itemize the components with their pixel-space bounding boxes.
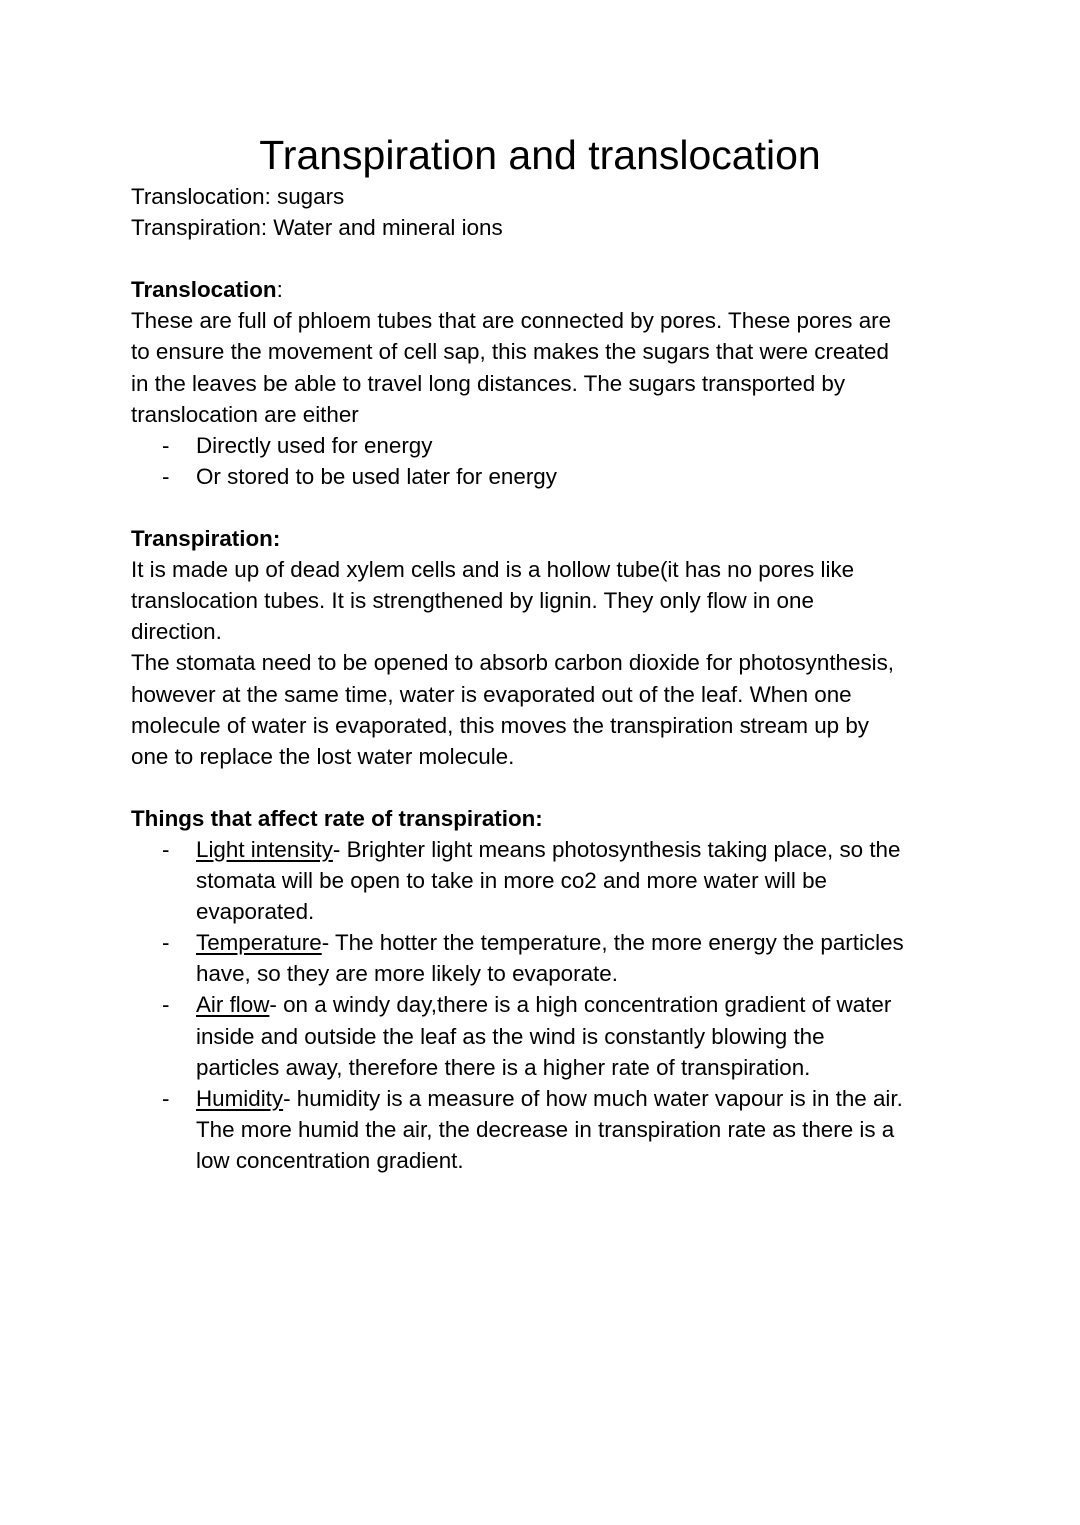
list-item: - Or stored to be used later for energy [131, 461, 961, 492]
summary-line: Transpiration: Water and mineral ions [131, 215, 503, 241]
summary-line: Translocation: sugars [131, 184, 345, 209]
spacer [131, 772, 961, 803]
factor-term: Light intensity [196, 836, 333, 862]
transpiration-heading: Transpiration: [131, 526, 281, 552]
dash-bullet-icon: - [162, 463, 170, 489]
paragraph-line: translocation are either [131, 401, 359, 427]
factor-light-intensity: - Light intensity- Brighter light means photosynthesis taking place, so the stomata will be open to take in more co2 and more water will be evaporated. [131, 834, 961, 927]
paragraph-line: translocation tubes. It is strengthened by lignin. They only flow in one [131, 588, 814, 614]
factor-term: Humidity [196, 1085, 284, 1111]
paragraph-line: to ensure the movement of cell sap, this makes the sugars that were created [131, 339, 889, 365]
page-title: Transpiration and translocation [259, 132, 821, 178]
factors-heading: Things that affect rate of transpiration: [131, 805, 543, 831]
document-body [131, 181, 961, 1176]
paragraph-line: however at the same time, water is evaporated out of the leaf. When one [131, 681, 852, 707]
dash-bullet-icon: - [162, 1085, 170, 1111]
paragraph-line: molecule of water is evaporated, this moves the transpiration stream up by [131, 712, 870, 738]
paragraph-line: direction. [131, 619, 222, 645]
dash-bullet-icon: - [162, 432, 170, 458]
paragraph-line: in the leaves be able to travel long distances. The sugars transported by [131, 370, 846, 396]
paragraph-line: one to replace the lost water molecule. [131, 743, 515, 769]
dash-bullet-icon: - [162, 836, 170, 862]
factor-temperature: - Temperature- The hotter the temperature, the more energy the particles have, so they are more likely to evaporate. [131, 927, 961, 989]
factor-term: Air flow [196, 992, 270, 1018]
dash-bullet-icon: - [162, 992, 170, 1018]
factor-air-flow: - Air flow- on a windy day,there is a high concentration gradient of water inside and outside the leaf as the wind is constantly blowing the particles away, therefore there is a higher rate of transpiration. [131, 989, 961, 1082]
paragraph-line: The stomata need to be opened to absorb carbon dioxide for photosynthesis, [131, 650, 895, 676]
spacer [131, 492, 961, 523]
factor-term: Temperature [196, 930, 322, 956]
spacer [131, 243, 961, 274]
list-item: - Directly used for energy [131, 430, 961, 461]
paragraph-line: It is made up of dead xylem cells and is a hollow tube(it has no pores like [131, 557, 855, 583]
paragraph-line: These are full of phloem tubes that are connected by pores. These pores are [131, 308, 892, 334]
factor-humidity: - Humidity- humidity is a measure of how much water vapour is in the air. The more humid the air, the decrease in transpiration rate as there is a low concentration gradient. [131, 1083, 961, 1176]
translocation-heading: Translocation: [131, 277, 283, 303]
translocation-bullet-list [131, 430, 961, 492]
dash-bullet-icon: - [162, 930, 170, 956]
factors-list [131, 834, 961, 1176]
